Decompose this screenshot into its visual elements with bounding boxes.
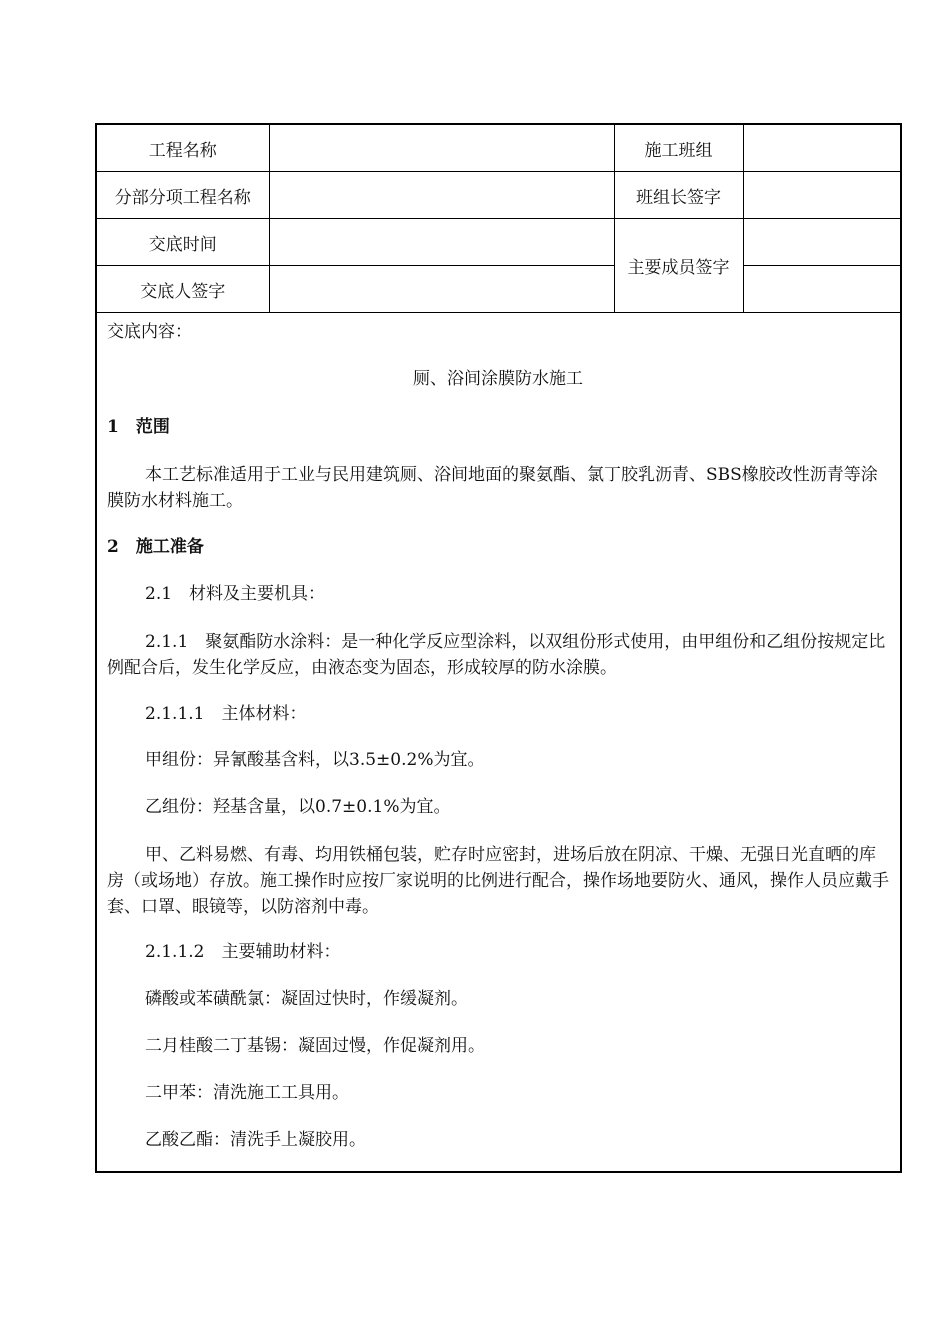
discloser-sign-field[interactable] [269,266,614,313]
document-title: 厕、浴间涂膜防水施工 [413,369,583,389]
section-1-body: 本工艺标准适用于工业与民用建筑厕、浴间地面的聚氨酯、氯丁胶乳沥青、SBS橡胶改性沥青等涂膜防水材料施工。 [107,465,878,511]
section-2-1-1: 2.1.1 聚氨酯防水涂料：是一种化学反应型涂料，以双组份形式使用，由甲组份和乙组份按规定比例配合后，发生化学反应，由液态变为固态，形成较厚的防水涂膜。 [107,632,886,678]
aux-material-3: 二甲苯：清洗施工工具用。 [145,1083,349,1103]
header-table [97,125,900,313]
discloser-sign-label: 交底人签字 [97,266,269,313]
intro-label: 交底内容： [107,322,192,342]
section-1-heading: 1 范围 [107,417,170,437]
part-b-text: 乙组份：羟基含量，以0.7±0.1%为宜。 [145,797,451,817]
aux-material-2: 二月桂酸二丁基锡：凝固过慢，作促凝剂用。 [145,1036,485,1056]
leader-sign-field[interactable] [743,172,900,219]
storage-text: 甲、乙料易燃、有毒、均用铁桶包装，贮存时应密封，进场后放在阴凉、干燥、无强日光直晒的库房（或场地）存放。施工操作时应按厂家说明的比例进行配合，操作场地要防火、通风，操作人员应戴手套、口罩、眼镜等，以防溶剂中毒。 [107,845,889,917]
section-2-1-1-1: 2.1.1.1 主体材料： [145,704,307,724]
team-field[interactable] [743,125,900,172]
project-name-label: 工程名称 [97,125,269,172]
subproject-label: 分部分项工程名称 [97,172,269,219]
aux-material-4: 乙酸乙酯：清洗手上凝胶用。 [145,1130,366,1150]
disclosure-form [95,123,902,1173]
project-name-field[interactable] [269,125,614,172]
subproject-field[interactable] [269,172,614,219]
time-field[interactable] [269,219,614,266]
section-2-1-1-2: 2.1.1.2 主要辅助材料： [145,942,341,962]
section-2-1: 2.1 材料及主要机具： [145,584,326,604]
aux-material-1: 磷酸或苯磺酰氯：凝固过快时，作缓凝剂。 [145,989,468,1009]
leader-sign-label: 班组长签字 [614,172,743,219]
section-2-heading: 2 施工准备 [107,537,204,557]
part-a-text: 甲组份：异氰酸基含料，以3.5±0.2%为宜。 [145,750,485,770]
members-sign-label: 主要成员签字 [614,219,743,313]
team-label: 施工班组 [614,125,743,172]
time-label: 交底时间 [97,219,269,266]
members-sign-field-2[interactable] [743,266,900,313]
members-sign-field-1[interactable] [743,219,900,266]
